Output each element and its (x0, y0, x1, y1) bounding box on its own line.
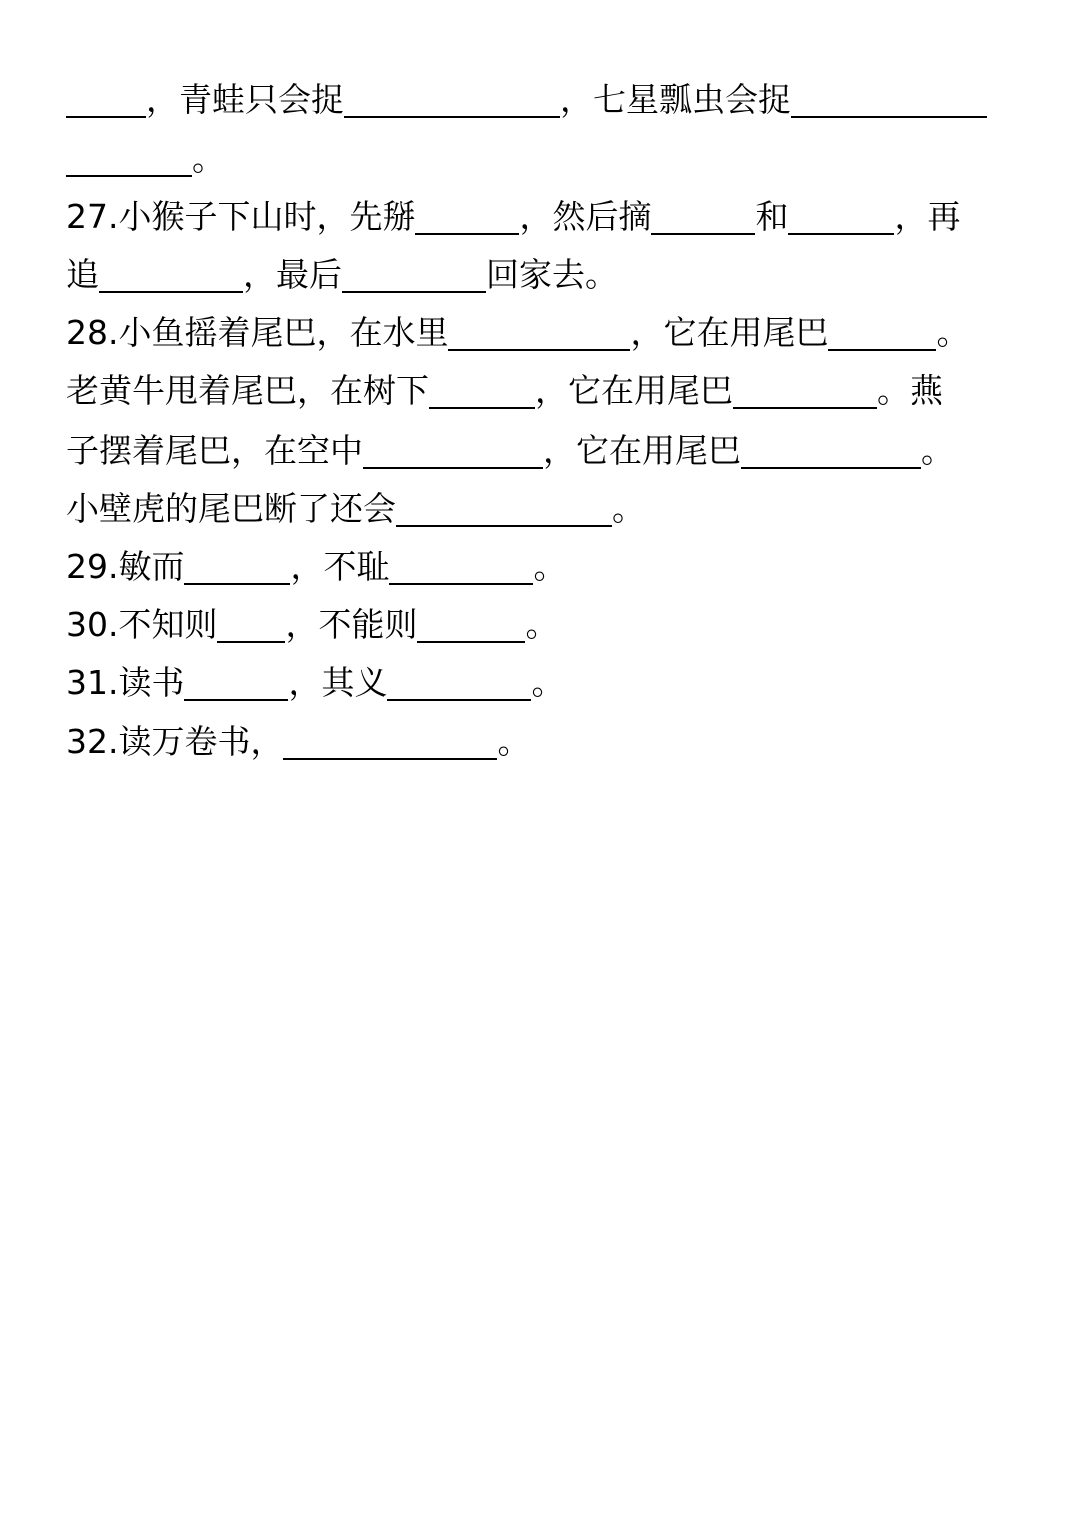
answer-blank[interactable] (733, 371, 877, 409)
question-text: 追 (66, 255, 99, 294)
question-text: 。燕 (877, 371, 943, 410)
question-text: 27.小猴子下山时，先掰 (66, 197, 416, 236)
question-text: ，不耻 (290, 547, 390, 586)
answer-blank[interactable] (66, 139, 192, 177)
question-text: 。 (497, 722, 531, 761)
answer-blank[interactable] (387, 663, 531, 701)
answer-blank[interactable] (184, 663, 288, 701)
question-27-line-1 (66, 195, 960, 239)
answer-blank[interactable] (283, 722, 497, 760)
question-text: 小壁虎的尾巴断了还会 (66, 489, 396, 528)
question-text: ，它在用尾巴 (630, 313, 829, 352)
question-text: 。 (921, 431, 954, 470)
question-32-line (66, 720, 530, 764)
answer-blank[interactable] (363, 431, 543, 469)
question-text: ，最后 (243, 255, 342, 294)
question-text: 30.不知则 (66, 605, 218, 644)
question-text: ，它在用尾巴 (543, 431, 741, 470)
question-29-line (66, 545, 566, 589)
answer-blank[interactable] (448, 313, 630, 351)
question-text: 和 (755, 197, 789, 236)
question-text: ，七星瓢虫会捉 (560, 80, 791, 119)
question-text: 31.读书 (66, 663, 185, 702)
answer-blank[interactable] (66, 80, 146, 118)
question-text: 。 (525, 605, 559, 644)
question-31-line (66, 661, 564, 705)
answer-blank[interactable] (651, 197, 755, 235)
question-text: 。 (192, 139, 225, 178)
question-text: ，青蛙只会捉 (146, 80, 344, 119)
question-text: 29.敏而 (66, 547, 185, 586)
question-text: 。 (612, 489, 645, 528)
answer-blank[interactable] (99, 255, 243, 293)
answer-blank[interactable] (217, 605, 285, 643)
question-text: ，不能则 (285, 605, 418, 644)
question-text: 32.读万卷书， (66, 722, 284, 761)
answer-blank[interactable] (741, 431, 921, 469)
question-text: ，它在用尾巴 (535, 371, 733, 410)
answer-blank[interactable] (396, 489, 612, 527)
question-28-line-2 (66, 369, 943, 413)
question-28-line-1 (66, 311, 969, 355)
answer-blank[interactable] (184, 547, 290, 585)
answer-blank[interactable] (342, 255, 486, 293)
question-28-line-4 (66, 487, 645, 531)
question-text: 。 (936, 313, 970, 352)
answer-blank[interactable] (389, 547, 533, 585)
question-text: 子摆着尾巴，在空中 (66, 431, 363, 470)
question-text: 28.小鱼摇着尾巴，在水里 (66, 313, 449, 352)
answer-blank[interactable] (429, 371, 535, 409)
question-text: 。 (531, 663, 565, 702)
question-text: 老黄牛甩着尾巴，在树下 (66, 371, 429, 410)
answer-blank[interactable] (828, 313, 936, 351)
question-text: 回家去。 (486, 255, 618, 294)
question-27-line-2 (66, 253, 618, 297)
answer-blank[interactable] (415, 197, 519, 235)
question-28-line-3 (66, 429, 954, 473)
question-text: ，其义 (288, 663, 388, 702)
question-30-line (66, 603, 558, 647)
answer-blank[interactable] (417, 605, 525, 643)
question-text: 。 (533, 547, 567, 586)
worksheet-line-2 (66, 137, 225, 181)
answer-blank[interactable] (344, 80, 560, 118)
answer-blank[interactable] (791, 80, 987, 118)
question-text: ，然后摘 (519, 197, 652, 236)
answer-blank[interactable] (788, 197, 894, 235)
question-text: ，再 (894, 197, 961, 236)
worksheet-line-1 (66, 78, 987, 122)
